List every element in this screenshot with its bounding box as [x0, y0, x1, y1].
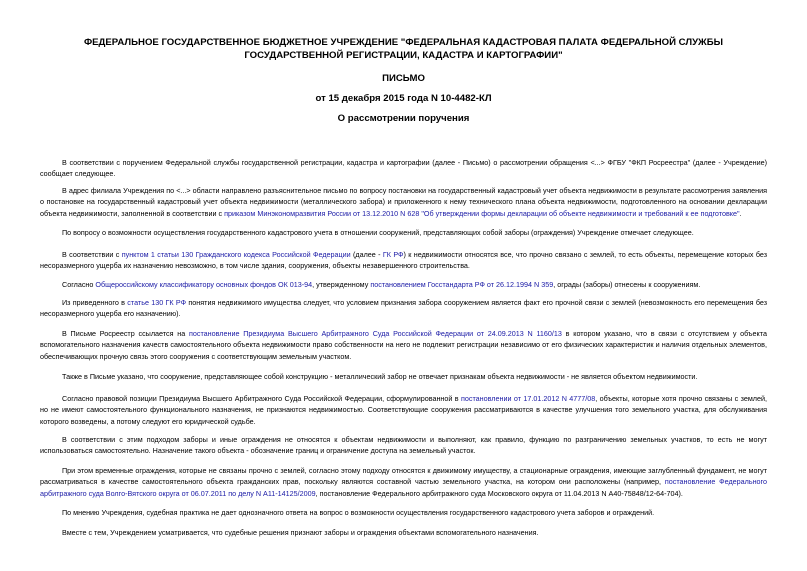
- paragraph: [40, 371, 767, 382]
- paragraph-text: В соответствии с этим подходом заборы и иные ограждения не относятся к объектам недвижимости и выполняют, как правило, функцию по разграничению земельных участков, то есть не могут использоваться самостоятельно. Назначение такого объекта - обозначение границ и ограничение доступа на земельный участок.: [40, 435, 767, 456]
- document-title: О рассмотрении поручения: [337, 113, 470, 124]
- paragraph-text: ) к недвижимости относятся все, что прочно связано с землей, то есть объекты, перемещение которых без несоразмерного ущерба их назначению невозможно, в том числе здания, сооружения, объекты незавершенного строительства.: [40, 250, 767, 271]
- paragraph: [40, 465, 767, 499]
- paragraph-text: По вопросу о возможности осуществления государственного кадастрового учета в отношении сооружений, представляющих собой заборы (ограждения) Учреждение отмечает следующее.: [62, 228, 694, 237]
- paragraph: [40, 249, 767, 272]
- paragraph: [40, 227, 767, 238]
- paragraph-text: По мнению Учреждения, судебная практика не дает однозначного ответа на вопрос о возможности осуществления государственного кадастрового учета заборов и ограждений.: [62, 508, 655, 517]
- paragraph-text: Согласно: [62, 280, 96, 289]
- paragraph-text: Вместе с тем, Учреждением усматривается, что судебные решения признают заборы и ограждения объектами вспомогательного назначения.: [62, 528, 539, 537]
- paragraph-text: Также в Письме указано, что сооружение, представляющее собой конструкцию - металлический забор не отвечает признакам объекта недвижимости - не является объектом недвижимости.: [62, 372, 698, 381]
- legal-reference-link[interactable]: постановление Федерального арбитражного суда Волго-Вятского округа от 06.07.2011 по делу N А11-14125/2009: [40, 477, 767, 498]
- paragraph-text: в котором указано, что в связи с отсутствием у объекта вспомогательного назначения качеств самостоятельного объекта недвижимости право собственности на него не подлежит регистрации независимо от его физических характеристик и наличия отдельных элементов, обеспечивающих прочную связь этого сооружения с соответствующим земельным участком.: [40, 329, 767, 361]
- paragraph-text: При этом временные ограждения, которые не связаны прочно с землей, согласно этому подходу относятся к движимому имуществу, а стационарные ограждения, имеющие заглубленный фундамент, не могут рассматриваться в качестве самостоятельного объекта гражданских прав, поскольку являются составной частью земельного участка, на котором они расположены (например,: [40, 466, 767, 487]
- paragraph: [40, 434, 767, 457]
- paragraph: [40, 507, 767, 518]
- paragraph: [40, 328, 767, 362]
- legal-reference-link[interactable]: постановлением Госстандарта РФ от 26.12.1994 N 359: [370, 280, 554, 289]
- legal-reference-link[interactable]: статье 130 ГК РФ: [127, 298, 187, 307]
- paragraph-text: Из приведенного в: [62, 298, 128, 307]
- legal-reference-link[interactable]: ГК РФ: [382, 250, 404, 259]
- issuer-header: ФЕДЕРАЛЬНОЕ ГОСУДАРСТВЕННОЕ БЮДЖЕТНОЕ УЧРЕЖДЕНИЕ "ФЕДЕРАЛЬНАЯ КАДАСТРОВАЯ ПАЛАТА ФЕДЕРАЛЬНОЙ СЛУЖБЫ ГОСУДАРСТВЕННОЙ РЕГИСТРАЦИИ, КАДАСТРА И КАРТОГРАФИИ": [83, 37, 724, 61]
- paragraph-text: , утвержденному: [312, 280, 371, 289]
- paragraph-text: Согласно правовой позиции Президиума Высшего Арбитражного Суда Российской Федерации, сформулированной в: [62, 394, 461, 403]
- paragraph-text: .: [739, 208, 742, 218]
- paragraph: [40, 393, 767, 427]
- paragraph-text: , объекты, которые хотя прочно связаны с землей, но не имеют самостоятельного функционального назначения, не признаются недвижимостью. Соответствующие сооружения рассматриваются в качестве улучшения того земельного участка, для обслуживания которого возведены, а потому следуют его юридической судьбе.: [40, 394, 768, 426]
- legal-reference-link[interactable]: Общероссийскому классификатору основных фондов ОК 013-94: [95, 280, 313, 289]
- paragraph-text: , постановление Федерального арбитражного суда Московского округа от 11.04.2013 N А40-75848/12-64-704).: [315, 488, 683, 498]
- paragraph: [40, 297, 767, 320]
- paragraph-text: , ограды (заборы) отнесены к сооружениям.: [553, 280, 701, 289]
- paragraph-text: понятия недвижимого имущества следует, что условием признания забора сооружением является факт его прочной связи с землей (невозможность его перемещения без несоразмерного ущерба его назначению).: [40, 298, 768, 319]
- legal-reference-link[interactable]: приказом Минэкономразвития России от 13.12.2010 N 628 "Об утверждении формы декларации об объекте недвижимости и требований к ее подготовке": [224, 208, 740, 218]
- legal-reference-link[interactable]: постановлении от 17.01.2012 N 4777/08: [460, 394, 596, 403]
- legal-reference-link[interactable]: пунктом 1 статьи 130 Гражданского кодекса Российской Федерации: [121, 250, 351, 259]
- paragraph: [40, 527, 767, 538]
- legal-reference-link[interactable]: постановление Президиума Высшего Арбитражного Суда Российской Федерации от 24.09.2013 N 1160/13: [188, 329, 562, 338]
- paragraph-text: В соответствии с: [62, 250, 122, 259]
- paragraph-text: В адрес филиала Учреждения по <...> области направлено разъяснительное письмо по вопросу постановки на государственный кадастровый учет объекта недвижимости в результате рассмотрения заявления о постановке на государственный кадастровый учет объекта недвижимости (металлического забора) и приложенного к нему технического плана объекта недвижимости, подготовленного на основании декларации объекта недвижимости, заполненной в соответствии с: [40, 186, 767, 218]
- paragraph: [40, 185, 767, 219]
- paragraph-text: В Письме Росреестр ссылается на: [62, 329, 189, 338]
- paragraph-text: (далее -: [350, 250, 383, 259]
- document-type: ПИСЬМО: [382, 73, 425, 84]
- paragraph-text: В соответствии с поручением Федеральной службы государственной регистрации, кадастра и картографии (далее - Письмо) о рассмотрении обращения <...> ФГБУ "ФКП Росреестра" (далее - Учреждение) сообщает следующее.: [40, 158, 767, 179]
- paragraph: [40, 157, 767, 180]
- paragraph: [40, 279, 767, 290]
- document-date-number: от 15 декабря 2015 года N 10-4482-КЛ: [315, 93, 492, 104]
